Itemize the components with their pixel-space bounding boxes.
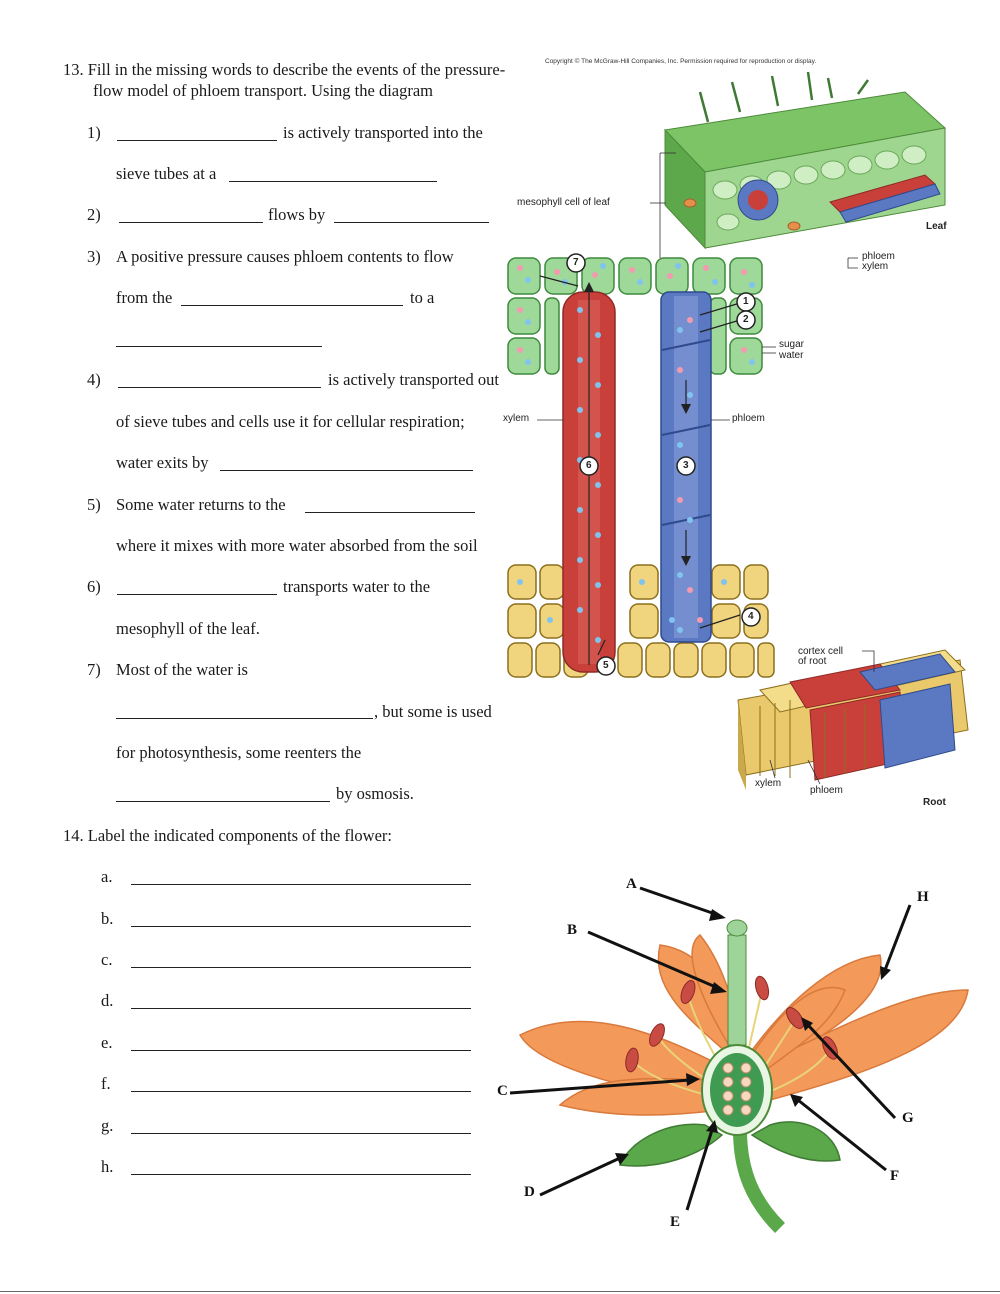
label-of-root: of root (798, 656, 827, 667)
page-bottom-rule (0, 1291, 1000, 1292)
flower-label-E: E (670, 1214, 681, 1230)
q14-title: 14. Label the indicated components of the flower: (63, 826, 392, 845)
q14-item-h: h. (101, 1157, 114, 1176)
q13-step1-line2: sieve tubes at a (116, 164, 217, 183)
label-xylem-leaf: xylem (862, 261, 889, 272)
step-label-1: 1 (743, 296, 749, 307)
q13-step2-number: 2) (87, 205, 101, 224)
step-label-7: 7 (573, 257, 579, 268)
label-leaf: Leaf (926, 221, 947, 232)
q13-step5-text: Some water returns to the (116, 495, 286, 514)
q13-title-line1: 13. Fill in the missing words to describe the events of the pressure- (63, 60, 506, 79)
q13-step4-line3: water exits by (116, 453, 209, 472)
flower-label-H: H (917, 889, 929, 905)
flower-label-D: D (524, 1184, 535, 1200)
label-mesophyll: mesophyll cell of leaf (517, 197, 610, 208)
flower-label-B: B (567, 922, 578, 938)
flower-stigma (727, 920, 747, 936)
q13-step7-text: Most of the water is (116, 660, 248, 679)
flower-style (728, 935, 746, 1045)
copyright-notice: Copyright © The McGraw-Hill Companies, Inc. Permission required for reproduction or display. (545, 58, 817, 65)
flower-ovary-inner (710, 1053, 764, 1127)
q13-title-line2: flow model of phloem transport. Using the diagram (93, 81, 434, 100)
q13-step3-number: 3) (87, 247, 101, 266)
label-phloem-stem: phloem (732, 413, 765, 424)
q13-step1-text: is actively transported into the (283, 123, 483, 142)
q13-step7-line2: , but some is used (374, 702, 492, 721)
step-label-5: 5 (603, 660, 609, 671)
q14-item-b: b. (101, 909, 114, 928)
step-label-4: 4 (748, 611, 754, 622)
q13-step5-number: 5) (87, 495, 101, 514)
q13-step3-text: A positive pressure causes phloem contents to flow (116, 247, 454, 266)
q13-step4-text: is actively transported out (328, 370, 499, 389)
q14-item-g: g. (101, 1116, 114, 1135)
flower-label-G: G (902, 1110, 914, 1126)
q13-step6-text: transports water to the (283, 577, 431, 596)
flower-label-A: A (626, 876, 637, 892)
label-sugar: sugar (779, 339, 805, 350)
q14-item-e: e. (101, 1033, 113, 1052)
q13-step7-line3: for photosynthesis, some reenters the (116, 743, 362, 762)
q13-step6-number: 6) (87, 577, 101, 596)
label-xylem-root: xylem (755, 778, 782, 789)
label-phloem-root: phloem (810, 785, 843, 796)
q13-step3-from: from the (116, 288, 173, 307)
flower-label-C: C (497, 1083, 508, 1099)
q13-step4-line2: of sieve tubes and cells use it for cellular respiration; (116, 412, 465, 431)
q14-item-d: d. (101, 991, 114, 1010)
step-label-6: 6 (586, 460, 592, 471)
label-xylem-stem: xylem (503, 413, 530, 424)
q13-step3-toa: to a (410, 288, 435, 307)
q14-item-f: f. (101, 1074, 111, 1093)
label-water: water (779, 350, 804, 361)
q13-step5-line2: where it mixes with more water absorbed from the soil (116, 536, 478, 555)
label-phloem-leaf: phloem (862, 251, 895, 262)
q13-step4-number: 4) (87, 370, 101, 389)
q14-item-a: a. (101, 867, 113, 886)
q13-step7-number: 7) (87, 660, 101, 679)
label-cortex-cell: cortex cell (798, 646, 844, 657)
q13-step2-text: flows by (268, 205, 326, 224)
q13-step7-line4: by osmosis. (336, 784, 414, 803)
label-root: Root (923, 797, 946, 808)
q14-item-c: c. (101, 950, 113, 969)
q13-step1-number: 1) (87, 123, 101, 142)
step-label-3: 3 (683, 460, 689, 471)
flower-label-F: F (890, 1168, 900, 1184)
step-label-2: 2 (743, 314, 749, 325)
q13-step6-line2: mesophyll of the leaf. (116, 619, 260, 638)
